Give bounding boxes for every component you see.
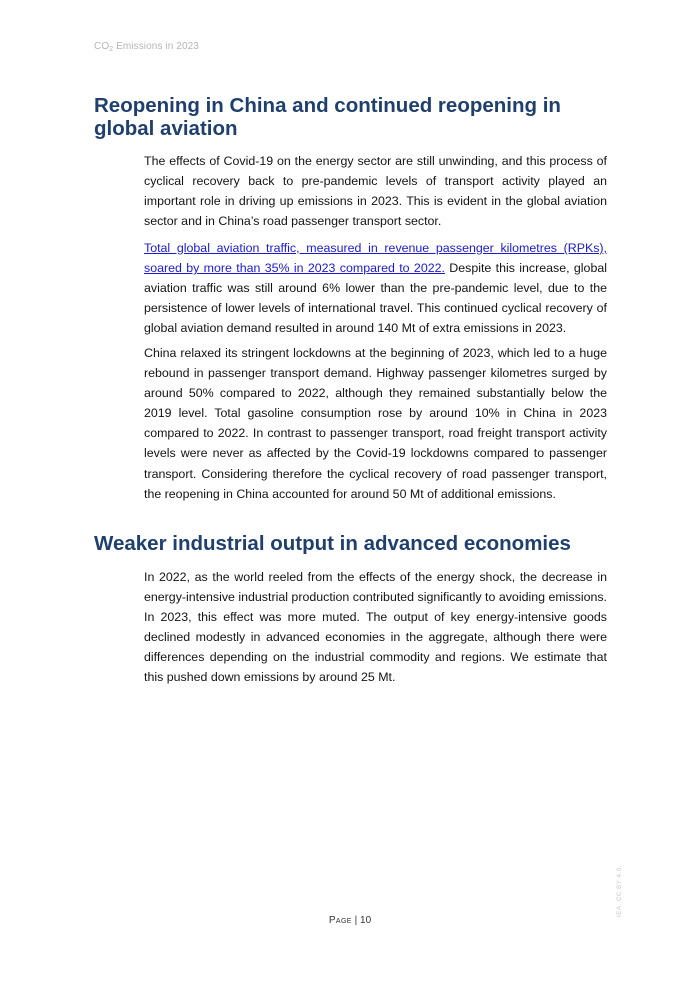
license-notice: IEA. CC BY 4.0. — [617, 865, 623, 917]
paragraph-aviation-traffic — [144, 238, 607, 338]
paragraph-text: China relaxed its stringent lockdowns at the beginning of 2023, which led to a huge rebound in passenger transport demand. Highway passenger kilometres surged by around 50% compared to 2022, although they remained substantially below the 2019 level. Total gasoline consumption rose by around 10% in China in 2023 compared to 2022. In contrast to passenger transport, road freight transport activity levels were never as affected by the Covid-19 lockdowns compared to passenger transport. Considering therefore the cyclical recovery of road passenger transport, the reopening in China accounted for around 50 Mt of additional emissions. — [144, 346, 607, 501]
running-header-subscript: 2 — [109, 46, 114, 53]
aviation-traffic-link[interactable]: Total global aviation traffic, measured in revenue passenger kilometres (RPKs), soared by more than 35% in 2023 compared to 2022. — [144, 241, 607, 276]
paragraph-text: The effects of Covid-19 on the energy sector are still unwinding, and this process of cyclical recovery back to pre-pandemic levels of transport activity played an important role in driving up emissions in 2023. This is evident in the global aviation sector and in China’s road passenger transport sector. — [144, 154, 607, 229]
page-number-footer — [0, 915, 700, 926]
paragraph-covid-effects — [144, 151, 607, 231]
section-heading-industrial-output: Weaker industrial output in advanced economies — [94, 532, 571, 555]
paragraph-industrial-output — [144, 567, 607, 688]
running-header — [94, 41, 199, 53]
paragraph-text: Despite this increase, global aviation traffic was still around 6% lower than the pre-pandemic level, due to the persistence of lower levels of international travel. This continued cyclical recovery of global aviation demand resulted in around 140 Mt of extra emissions in 2023. — [144, 261, 607, 336]
page-number: 10 — [360, 915, 372, 926]
paragraph-text: In 2022, as the world reeled from the effects of the energy shock, the decrease in energy-intensive industrial production contributed significantly to avoiding emissions. In 2023, this effect was more muted. The output of key energy-intensive goods declined modestly in advanced economies in the aggregate, although there were differences depending on the industrial commodity and regions. We estimate that this pushed down emissions by around 25 Mt. — [144, 570, 607, 685]
paragraph-china-lockdowns — [144, 343, 607, 504]
page-label: Page — [328, 915, 352, 926]
section-heading-reopening: Reopening in China and continued reopening in global aviation — [94, 94, 561, 140]
running-header-suffix: Emissions in 2023 — [113, 41, 199, 52]
running-header-prefix: CO — [94, 41, 110, 52]
page-separator: | — [351, 915, 361, 926]
